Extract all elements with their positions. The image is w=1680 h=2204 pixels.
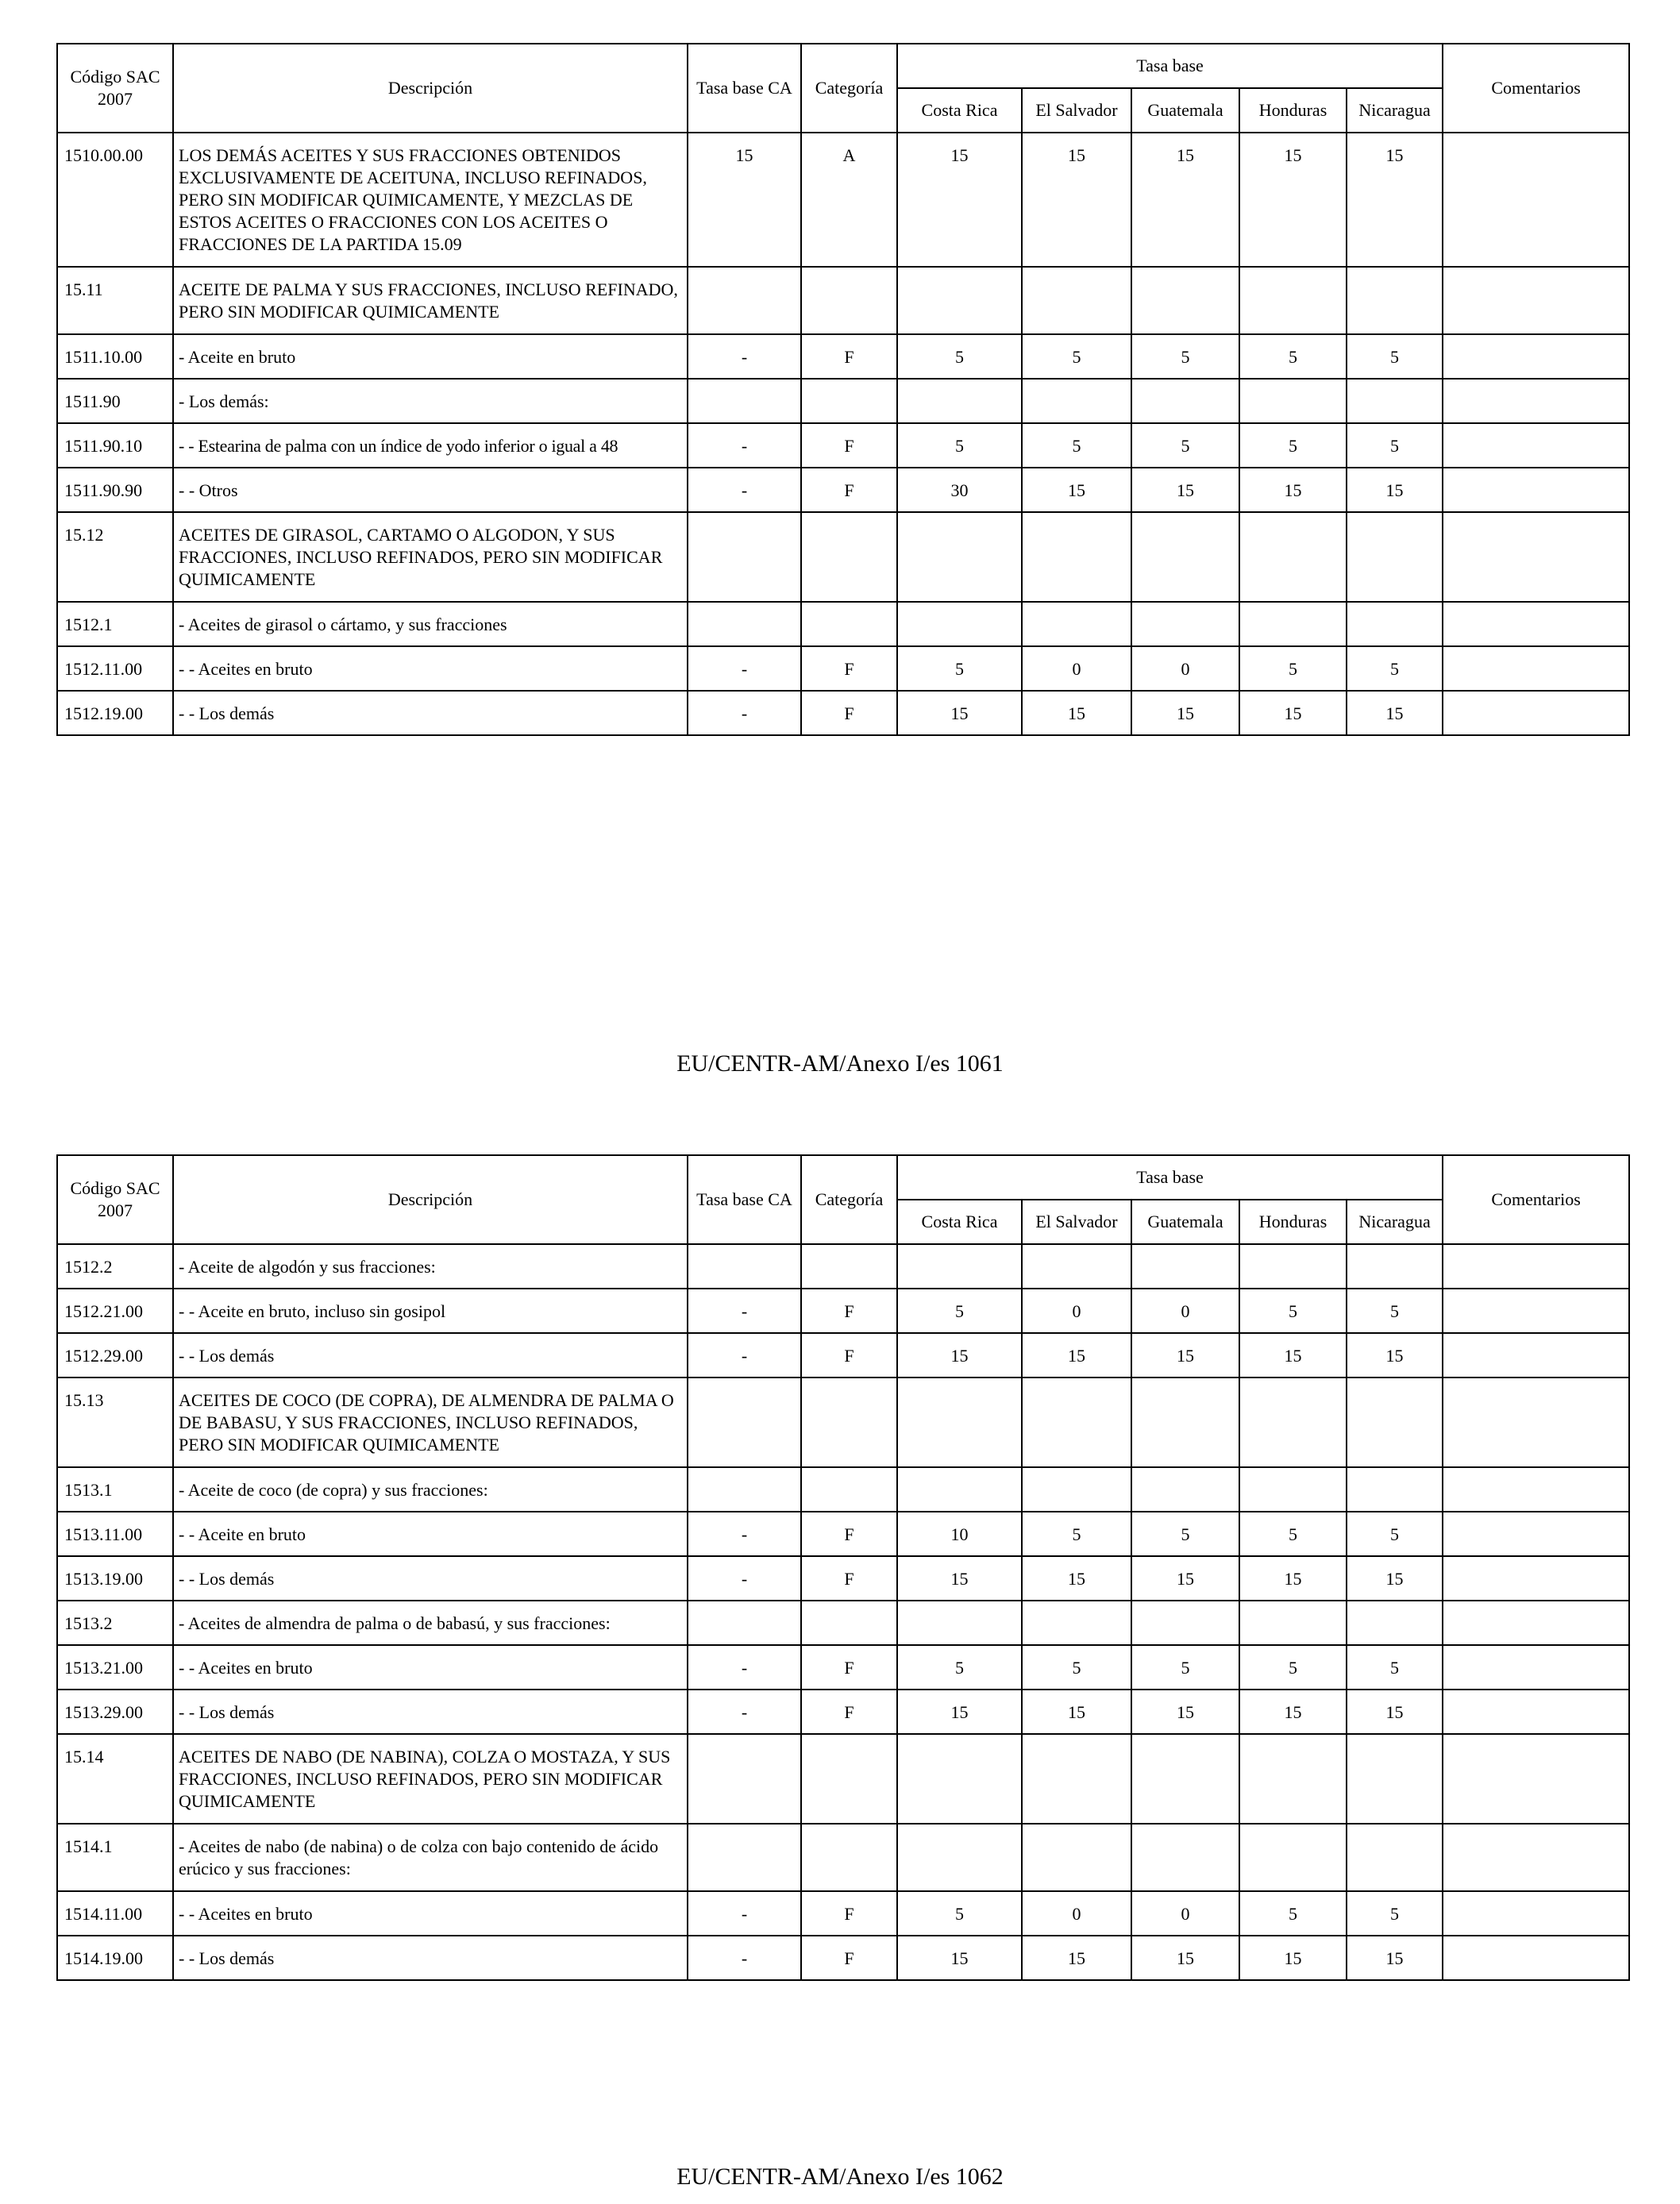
cell-costa-rica: 5 — [897, 423, 1022, 468]
cell-guatemala: 15 — [1131, 1690, 1239, 1734]
header-country-guatemala: Guatemala — [1131, 1200, 1239, 1244]
cell-code: 1514.1 — [57, 1824, 173, 1891]
header-descripcion: Descripción — [173, 1155, 688, 1244]
cell-honduras: 5 — [1239, 646, 1347, 691]
table-row — [57, 1936, 1629, 1980]
cell-categoria: F — [801, 334, 897, 379]
cell-comentarios — [1443, 1512, 1629, 1556]
cell-nicaragua: 5 — [1347, 646, 1443, 691]
cell-nicaragua: 15 — [1347, 1690, 1443, 1734]
cell-costa-rica: 5 — [897, 646, 1022, 691]
table-row — [57, 1645, 1629, 1690]
header-tasa-base-ca: Tasa base CA — [688, 1155, 801, 1244]
cell-honduras — [1239, 267, 1347, 334]
cell-comentarios — [1443, 602, 1629, 646]
cell-tasa-base-ca: - — [688, 691, 801, 735]
cell-el-salvador: 15 — [1022, 1333, 1131, 1378]
cell-costa-rica: 10 — [897, 1512, 1022, 1556]
header-country-el-salvador: El Salvador — [1022, 1200, 1131, 1244]
cell-comentarios — [1443, 1333, 1629, 1378]
cell-description: - - Estearina de palma con un índice de yodo inferior o igual a 48 — [173, 423, 688, 468]
cell-comentarios — [1443, 1824, 1629, 1891]
cell-code: 1511.90.10 — [57, 423, 173, 468]
header-country-honduras: Honduras — [1239, 1200, 1347, 1244]
cell-nicaragua: 15 — [1347, 133, 1443, 267]
cell-categoria: F — [801, 1512, 897, 1556]
cell-costa-rica — [897, 1378, 1022, 1467]
table-row — [57, 1289, 1629, 1333]
cell-description: - Aceites de girasol o cártamo, y sus fracciones — [173, 602, 688, 646]
cell-el-salvador: 15 — [1022, 691, 1131, 735]
cell-comentarios — [1443, 379, 1629, 423]
cell-nicaragua: 15 — [1347, 468, 1443, 512]
cell-honduras: 15 — [1239, 1690, 1347, 1734]
cell-comentarios — [1443, 1936, 1629, 1980]
cell-nicaragua: 15 — [1347, 1936, 1443, 1980]
cell-code: 1510.00.00 — [57, 133, 173, 267]
cell-categoria: F — [801, 1645, 897, 1690]
header-tasa-base: Tasa base — [897, 1155, 1443, 1200]
page-footer: EU/CENTR-AM/Anexo I/es 1061 — [676, 1050, 1004, 1077]
cell-categoria — [801, 379, 897, 423]
cell-comentarios — [1443, 1378, 1629, 1467]
header-categoria: Categoría — [801, 1155, 897, 1244]
cell-guatemala — [1131, 1734, 1239, 1824]
cell-description: - Aceite de coco (de copra) y sus fracciones: — [173, 1467, 688, 1512]
cell-categoria: F — [801, 1936, 897, 1980]
cell-el-salvador — [1022, 1601, 1131, 1645]
cell-costa-rica: 5 — [897, 1891, 1022, 1936]
cell-honduras — [1239, 602, 1347, 646]
cell-description: - Aceites de nabo (de nabina) o de colza con bajo contenido de ácido erúcico y sus fracciones: — [173, 1824, 688, 1891]
cell-el-salvador — [1022, 1824, 1131, 1891]
cell-description: LOS DEMÁS ACEITES Y SUS FRACCIONES OBTENIDOS EXCLUSIVAMENTE DE ACEITUNA, INCLUSO REFINADOS, PERO SIN MODIFICAR QUIMICAMENTE, Y MEZCLAS DE ESTOS ACEITES O FRACCIONES CON LOS ACEITES O FRACCIONES DE LA PARTIDA 15.09 — [173, 133, 688, 267]
cell-code: 1511.10.00 — [57, 334, 173, 379]
cell-tasa-base-ca: - — [688, 334, 801, 379]
cell-categoria — [801, 1467, 897, 1512]
cell-categoria — [801, 1244, 897, 1289]
cell-code: 1512.1 — [57, 602, 173, 646]
cell-costa-rica: 15 — [897, 1936, 1022, 1980]
cell-tasa-base-ca — [688, 379, 801, 423]
cell-description: - - Aceites en bruto — [173, 1645, 688, 1690]
cell-costa-rica — [897, 1467, 1022, 1512]
header-tasa-base-ca: Tasa base CA — [688, 44, 801, 133]
header-country-guatemala: Guatemala — [1131, 88, 1239, 133]
cell-costa-rica: 30 — [897, 468, 1022, 512]
cell-honduras: 15 — [1239, 1556, 1347, 1601]
cell-tasa-base-ca: - — [688, 1556, 801, 1601]
cell-code: 1513.11.00 — [57, 1512, 173, 1556]
cell-comentarios — [1443, 1244, 1629, 1289]
table-row — [57, 1891, 1629, 1936]
cell-categoria: F — [801, 1556, 897, 1601]
cell-honduras: 5 — [1239, 1891, 1347, 1936]
table-row — [57, 1244, 1629, 1289]
cell-honduras: 5 — [1239, 1512, 1347, 1556]
cell-guatemala: 15 — [1131, 133, 1239, 267]
cell-el-salvador — [1022, 1467, 1131, 1512]
header-country-honduras: Honduras — [1239, 88, 1347, 133]
cell-comentarios — [1443, 423, 1629, 468]
cell-costa-rica: 15 — [897, 691, 1022, 735]
cell-guatemala: 0 — [1131, 646, 1239, 691]
table-row — [57, 1512, 1629, 1556]
cell-tasa-base-ca: - — [688, 468, 801, 512]
cell-honduras: 15 — [1239, 133, 1347, 267]
cell-costa-rica: 15 — [897, 1556, 1022, 1601]
cell-costa-rica: 5 — [897, 334, 1022, 379]
cell-tasa-base-ca — [688, 1244, 801, 1289]
cell-el-salvador: 15 — [1022, 1936, 1131, 1980]
cell-el-salvador: 15 — [1022, 468, 1131, 512]
cell-nicaragua — [1347, 1824, 1443, 1891]
cell-guatemala — [1131, 1378, 1239, 1467]
cell-description: - - Los demás — [173, 691, 688, 735]
tariff-table-page-1 — [56, 43, 1630, 736]
cell-description: - - Aceite en bruto — [173, 1512, 688, 1556]
cell-costa-rica: 15 — [897, 1333, 1022, 1378]
cell-description: - Aceite de algodón y sus fracciones: — [173, 1244, 688, 1289]
cell-guatemala: 0 — [1131, 1891, 1239, 1936]
cell-costa-rica — [897, 379, 1022, 423]
cell-categoria: F — [801, 1333, 897, 1378]
cell-honduras — [1239, 512, 1347, 602]
cell-guatemala — [1131, 1244, 1239, 1289]
cell-nicaragua — [1347, 1244, 1443, 1289]
cell-tasa-base-ca: - — [688, 646, 801, 691]
cell-description: ACEITE DE PALMA Y SUS FRACCIONES, INCLUSO REFINADO, PERO SIN MODIFICAR QUIMICAMENTE — [173, 267, 688, 334]
cell-description: - Aceites de almendra de palma o de babasú, y sus fracciones: — [173, 1601, 688, 1645]
cell-tasa-base-ca — [688, 1467, 801, 1512]
cell-el-salvador — [1022, 1734, 1131, 1824]
cell-comentarios — [1443, 1601, 1629, 1645]
cell-guatemala — [1131, 267, 1239, 334]
cell-code: 1513.2 — [57, 1601, 173, 1645]
cell-costa-rica — [897, 602, 1022, 646]
cell-nicaragua: 5 — [1347, 334, 1443, 379]
cell-honduras — [1239, 1378, 1347, 1467]
cell-code: 15.11 — [57, 267, 173, 334]
cell-nicaragua — [1347, 602, 1443, 646]
cell-categoria: F — [801, 423, 897, 468]
cell-tasa-base-ca: - — [688, 1333, 801, 1378]
cell-honduras — [1239, 379, 1347, 423]
cell-costa-rica — [897, 512, 1022, 602]
cell-description: ACEITES DE NABO (DE NABINA), COLZA O MOSTAZA, Y SUS FRACCIONES, INCLUSO REFINADOS, PERO SIN MODIFICAR QUIMICAMENTE — [173, 1734, 688, 1824]
cell-costa-rica: 15 — [897, 133, 1022, 267]
cell-nicaragua: 5 — [1347, 423, 1443, 468]
cell-categoria — [801, 1378, 897, 1467]
cell-el-salvador: 5 — [1022, 423, 1131, 468]
cell-tasa-base-ca — [688, 1601, 801, 1645]
cell-tasa-base-ca — [688, 1734, 801, 1824]
cell-guatemala: 5 — [1131, 423, 1239, 468]
cell-honduras — [1239, 1244, 1347, 1289]
cell-code: 1512.2 — [57, 1244, 173, 1289]
cell-honduras — [1239, 1601, 1347, 1645]
cell-tasa-base-ca: - — [688, 423, 801, 468]
cell-tasa-base-ca — [688, 267, 801, 334]
cell-costa-rica: 5 — [897, 1289, 1022, 1333]
cell-code: 15.12 — [57, 512, 173, 602]
cell-honduras: 15 — [1239, 1936, 1347, 1980]
cell-comentarios — [1443, 1645, 1629, 1690]
cell-comentarios — [1443, 267, 1629, 334]
cell-categoria: F — [801, 1690, 897, 1734]
cell-code: 1511.90 — [57, 379, 173, 423]
table-row — [57, 1333, 1629, 1378]
cell-categoria: F — [801, 1289, 897, 1333]
cell-categoria — [801, 602, 897, 646]
cell-categoria — [801, 1601, 897, 1645]
cell-costa-rica — [897, 1244, 1022, 1289]
cell-description: ACEITES DE COCO (DE COPRA), DE ALMENDRA DE PALMA O DE BABASU, Y SUS FRACCIONES, INCLUSO REFINADOS, PERO SIN MODIFICAR QUIMICAMENTE — [173, 1378, 688, 1467]
cell-el-salvador — [1022, 1378, 1131, 1467]
cell-nicaragua — [1347, 1734, 1443, 1824]
cell-description: - - Los demás — [173, 1936, 688, 1980]
cell-code: 1513.1 — [57, 1467, 173, 1512]
cell-description: - Los demás: — [173, 379, 688, 423]
cell-el-salvador — [1022, 1244, 1131, 1289]
cell-el-salvador — [1022, 512, 1131, 602]
cell-nicaragua: 5 — [1347, 1289, 1443, 1333]
cell-comentarios — [1443, 1734, 1629, 1824]
cell-honduras: 15 — [1239, 1333, 1347, 1378]
cell-code: 1513.21.00 — [57, 1645, 173, 1690]
cell-el-salvador: 15 — [1022, 1690, 1131, 1734]
cell-el-salvador — [1022, 379, 1131, 423]
cell-nicaragua — [1347, 512, 1443, 602]
cell-guatemala: 5 — [1131, 1645, 1239, 1690]
cell-guatemala: 15 — [1131, 1333, 1239, 1378]
cell-comentarios — [1443, 334, 1629, 379]
table-row — [57, 1601, 1629, 1645]
cell-comentarios — [1443, 1467, 1629, 1512]
cell-el-salvador: 5 — [1022, 1512, 1131, 1556]
cell-categoria: F — [801, 468, 897, 512]
cell-code: 1512.11.00 — [57, 646, 173, 691]
table-row — [57, 646, 1629, 691]
cell-description: - - Aceites en bruto — [173, 646, 688, 691]
cell-code: 15.13 — [57, 1378, 173, 1467]
cell-nicaragua: 15 — [1347, 1333, 1443, 1378]
cell-categoria — [801, 1824, 897, 1891]
cell-nicaragua — [1347, 1601, 1443, 1645]
cell-guatemala: 0 — [1131, 1289, 1239, 1333]
cell-tasa-base-ca: - — [688, 1645, 801, 1690]
cell-el-salvador: 0 — [1022, 646, 1131, 691]
cell-el-salvador: 15 — [1022, 133, 1131, 267]
cell-honduras: 15 — [1239, 691, 1347, 735]
cell-nicaragua — [1347, 267, 1443, 334]
cell-guatemala — [1131, 1467, 1239, 1512]
cell-code: 1514.11.00 — [57, 1891, 173, 1936]
cell-costa-rica: 5 — [897, 1645, 1022, 1690]
cell-costa-rica: 15 — [897, 1690, 1022, 1734]
table-row — [57, 1556, 1629, 1601]
cell-tasa-base-ca: - — [688, 1891, 801, 1936]
cell-guatemala — [1131, 1824, 1239, 1891]
cell-code: 1512.19.00 — [57, 691, 173, 735]
cell-guatemala: 15 — [1131, 1556, 1239, 1601]
cell-tasa-base-ca: - — [688, 1936, 801, 1980]
cell-tasa-base-ca — [688, 1378, 801, 1467]
header-tasa-base: Tasa base — [897, 44, 1443, 88]
header-country-nicaragua: Nicaragua — [1347, 1200, 1443, 1244]
header-comentarios: Comentarios — [1443, 1155, 1629, 1244]
cell-code: 15.14 — [57, 1734, 173, 1824]
header-country-el-salvador: El Salvador — [1022, 88, 1131, 133]
cell-nicaragua: 15 — [1347, 1556, 1443, 1601]
cell-comentarios — [1443, 1690, 1629, 1734]
page-footer: EU/CENTR-AM/Anexo I/es 1062 — [676, 2164, 1004, 2190]
cell-nicaragua — [1347, 1467, 1443, 1512]
table-row — [57, 1378, 1629, 1467]
cell-guatemala: 5 — [1131, 334, 1239, 379]
cell-nicaragua: 5 — [1347, 1891, 1443, 1936]
cell-code: 1513.19.00 — [57, 1556, 173, 1601]
table-row — [57, 1690, 1629, 1734]
cell-description: - - Otros — [173, 468, 688, 512]
table-row — [57, 334, 1629, 379]
cell-tasa-base-ca — [688, 512, 801, 602]
cell-el-salvador: 0 — [1022, 1289, 1131, 1333]
cell-costa-rica — [897, 267, 1022, 334]
cell-code: 1514.19.00 — [57, 1936, 173, 1980]
cell-description: - - Los demás — [173, 1690, 688, 1734]
table-header — [57, 44, 1629, 133]
table-row — [57, 512, 1629, 602]
cell-honduras — [1239, 1824, 1347, 1891]
cell-guatemala: 15 — [1131, 1936, 1239, 1980]
cell-comentarios — [1443, 468, 1629, 512]
cell-tasa-base-ca: - — [688, 1289, 801, 1333]
cell-description: ACEITES DE GIRASOL, CARTAMO O ALGODON, Y SUS FRACCIONES, INCLUSO REFINADOS, PERO SIN MODIFICAR QUIMICAMENTE — [173, 512, 688, 602]
cell-tasa-base-ca: - — [688, 1512, 801, 1556]
cell-code: 1513.29.00 — [57, 1690, 173, 1734]
cell-honduras: 5 — [1239, 1289, 1347, 1333]
cell-costa-rica — [897, 1824, 1022, 1891]
table-row — [57, 1824, 1629, 1891]
cell-honduras — [1239, 1467, 1347, 1512]
table-row — [57, 468, 1629, 512]
header-codigo: Código SAC 2007 — [57, 44, 173, 133]
cell-honduras: 5 — [1239, 423, 1347, 468]
cell-guatemala: 5 — [1131, 1512, 1239, 1556]
cell-categoria — [801, 1734, 897, 1824]
cell-el-salvador — [1022, 602, 1131, 646]
cell-nicaragua: 5 — [1347, 1512, 1443, 1556]
cell-categoria — [801, 512, 897, 602]
cell-comentarios — [1443, 646, 1629, 691]
cell-el-salvador: 5 — [1022, 334, 1131, 379]
cell-el-salvador: 0 — [1022, 1891, 1131, 1936]
cell-el-salvador — [1022, 267, 1131, 334]
cell-nicaragua: 5 — [1347, 1645, 1443, 1690]
cell-comentarios — [1443, 691, 1629, 735]
cell-code: 1511.90.90 — [57, 468, 173, 512]
header-codigo: Código SAC 2007 — [57, 1155, 173, 1244]
cell-guatemala — [1131, 1601, 1239, 1645]
cell-nicaragua — [1347, 1378, 1443, 1467]
cell-nicaragua: 15 — [1347, 691, 1443, 735]
cell-honduras — [1239, 1734, 1347, 1824]
cell-guatemala — [1131, 512, 1239, 602]
cell-categoria: A — [801, 133, 897, 267]
cell-costa-rica — [897, 1601, 1022, 1645]
cell-guatemala — [1131, 379, 1239, 423]
cell-comentarios — [1443, 1289, 1629, 1333]
cell-tasa-base-ca — [688, 1824, 801, 1891]
header-country-nicaragua: Nicaragua — [1347, 88, 1443, 133]
header-categoria: Categoría — [801, 44, 897, 133]
cell-el-salvador: 15 — [1022, 1556, 1131, 1601]
table-row — [57, 423, 1629, 468]
cell-el-salvador: 5 — [1022, 1645, 1131, 1690]
cell-tasa-base-ca: - — [688, 1690, 801, 1734]
cell-code: 1512.21.00 — [57, 1289, 173, 1333]
tariff-table-page-2 — [56, 1154, 1630, 1981]
cell-categoria — [801, 267, 897, 334]
cell-categoria: F — [801, 646, 897, 691]
cell-code: 1512.29.00 — [57, 1333, 173, 1378]
header-country-costa-rica: Costa Rica — [897, 88, 1022, 133]
cell-tasa-base-ca: 15 — [688, 133, 801, 267]
header-country-costa-rica: Costa Rica — [897, 1200, 1022, 1244]
table-body — [57, 1244, 1629, 1980]
cell-costa-rica — [897, 1734, 1022, 1824]
cell-description: - - Los demás — [173, 1556, 688, 1601]
header-descripcion: Descripción — [173, 44, 688, 133]
cell-description: - - Aceite en bruto, incluso sin gosipol — [173, 1289, 688, 1333]
cell-honduras: 5 — [1239, 334, 1347, 379]
cell-categoria: F — [801, 1891, 897, 1936]
table-row — [57, 602, 1629, 646]
table-row — [57, 691, 1629, 735]
cell-nicaragua — [1347, 379, 1443, 423]
table-header — [57, 1155, 1629, 1244]
table-row — [57, 1734, 1629, 1824]
cell-comentarios — [1443, 133, 1629, 267]
table-body — [57, 133, 1629, 735]
cell-description: - Aceite en bruto — [173, 334, 688, 379]
cell-description: - - Aceites en bruto — [173, 1891, 688, 1936]
cell-tasa-base-ca — [688, 602, 801, 646]
cell-comentarios — [1443, 1556, 1629, 1601]
cell-description: - - Los demás — [173, 1333, 688, 1378]
cell-guatemala — [1131, 602, 1239, 646]
cell-guatemala: 15 — [1131, 691, 1239, 735]
header-comentarios: Comentarios — [1443, 44, 1629, 133]
table-row — [57, 1467, 1629, 1512]
table-row — [57, 379, 1629, 423]
cell-comentarios — [1443, 512, 1629, 602]
table-row — [57, 267, 1629, 334]
cell-honduras: 5 — [1239, 1645, 1347, 1690]
table-row — [57, 133, 1629, 267]
cell-categoria: F — [801, 691, 897, 735]
cell-honduras: 15 — [1239, 468, 1347, 512]
cell-guatemala: 15 — [1131, 468, 1239, 512]
cell-comentarios — [1443, 1891, 1629, 1936]
